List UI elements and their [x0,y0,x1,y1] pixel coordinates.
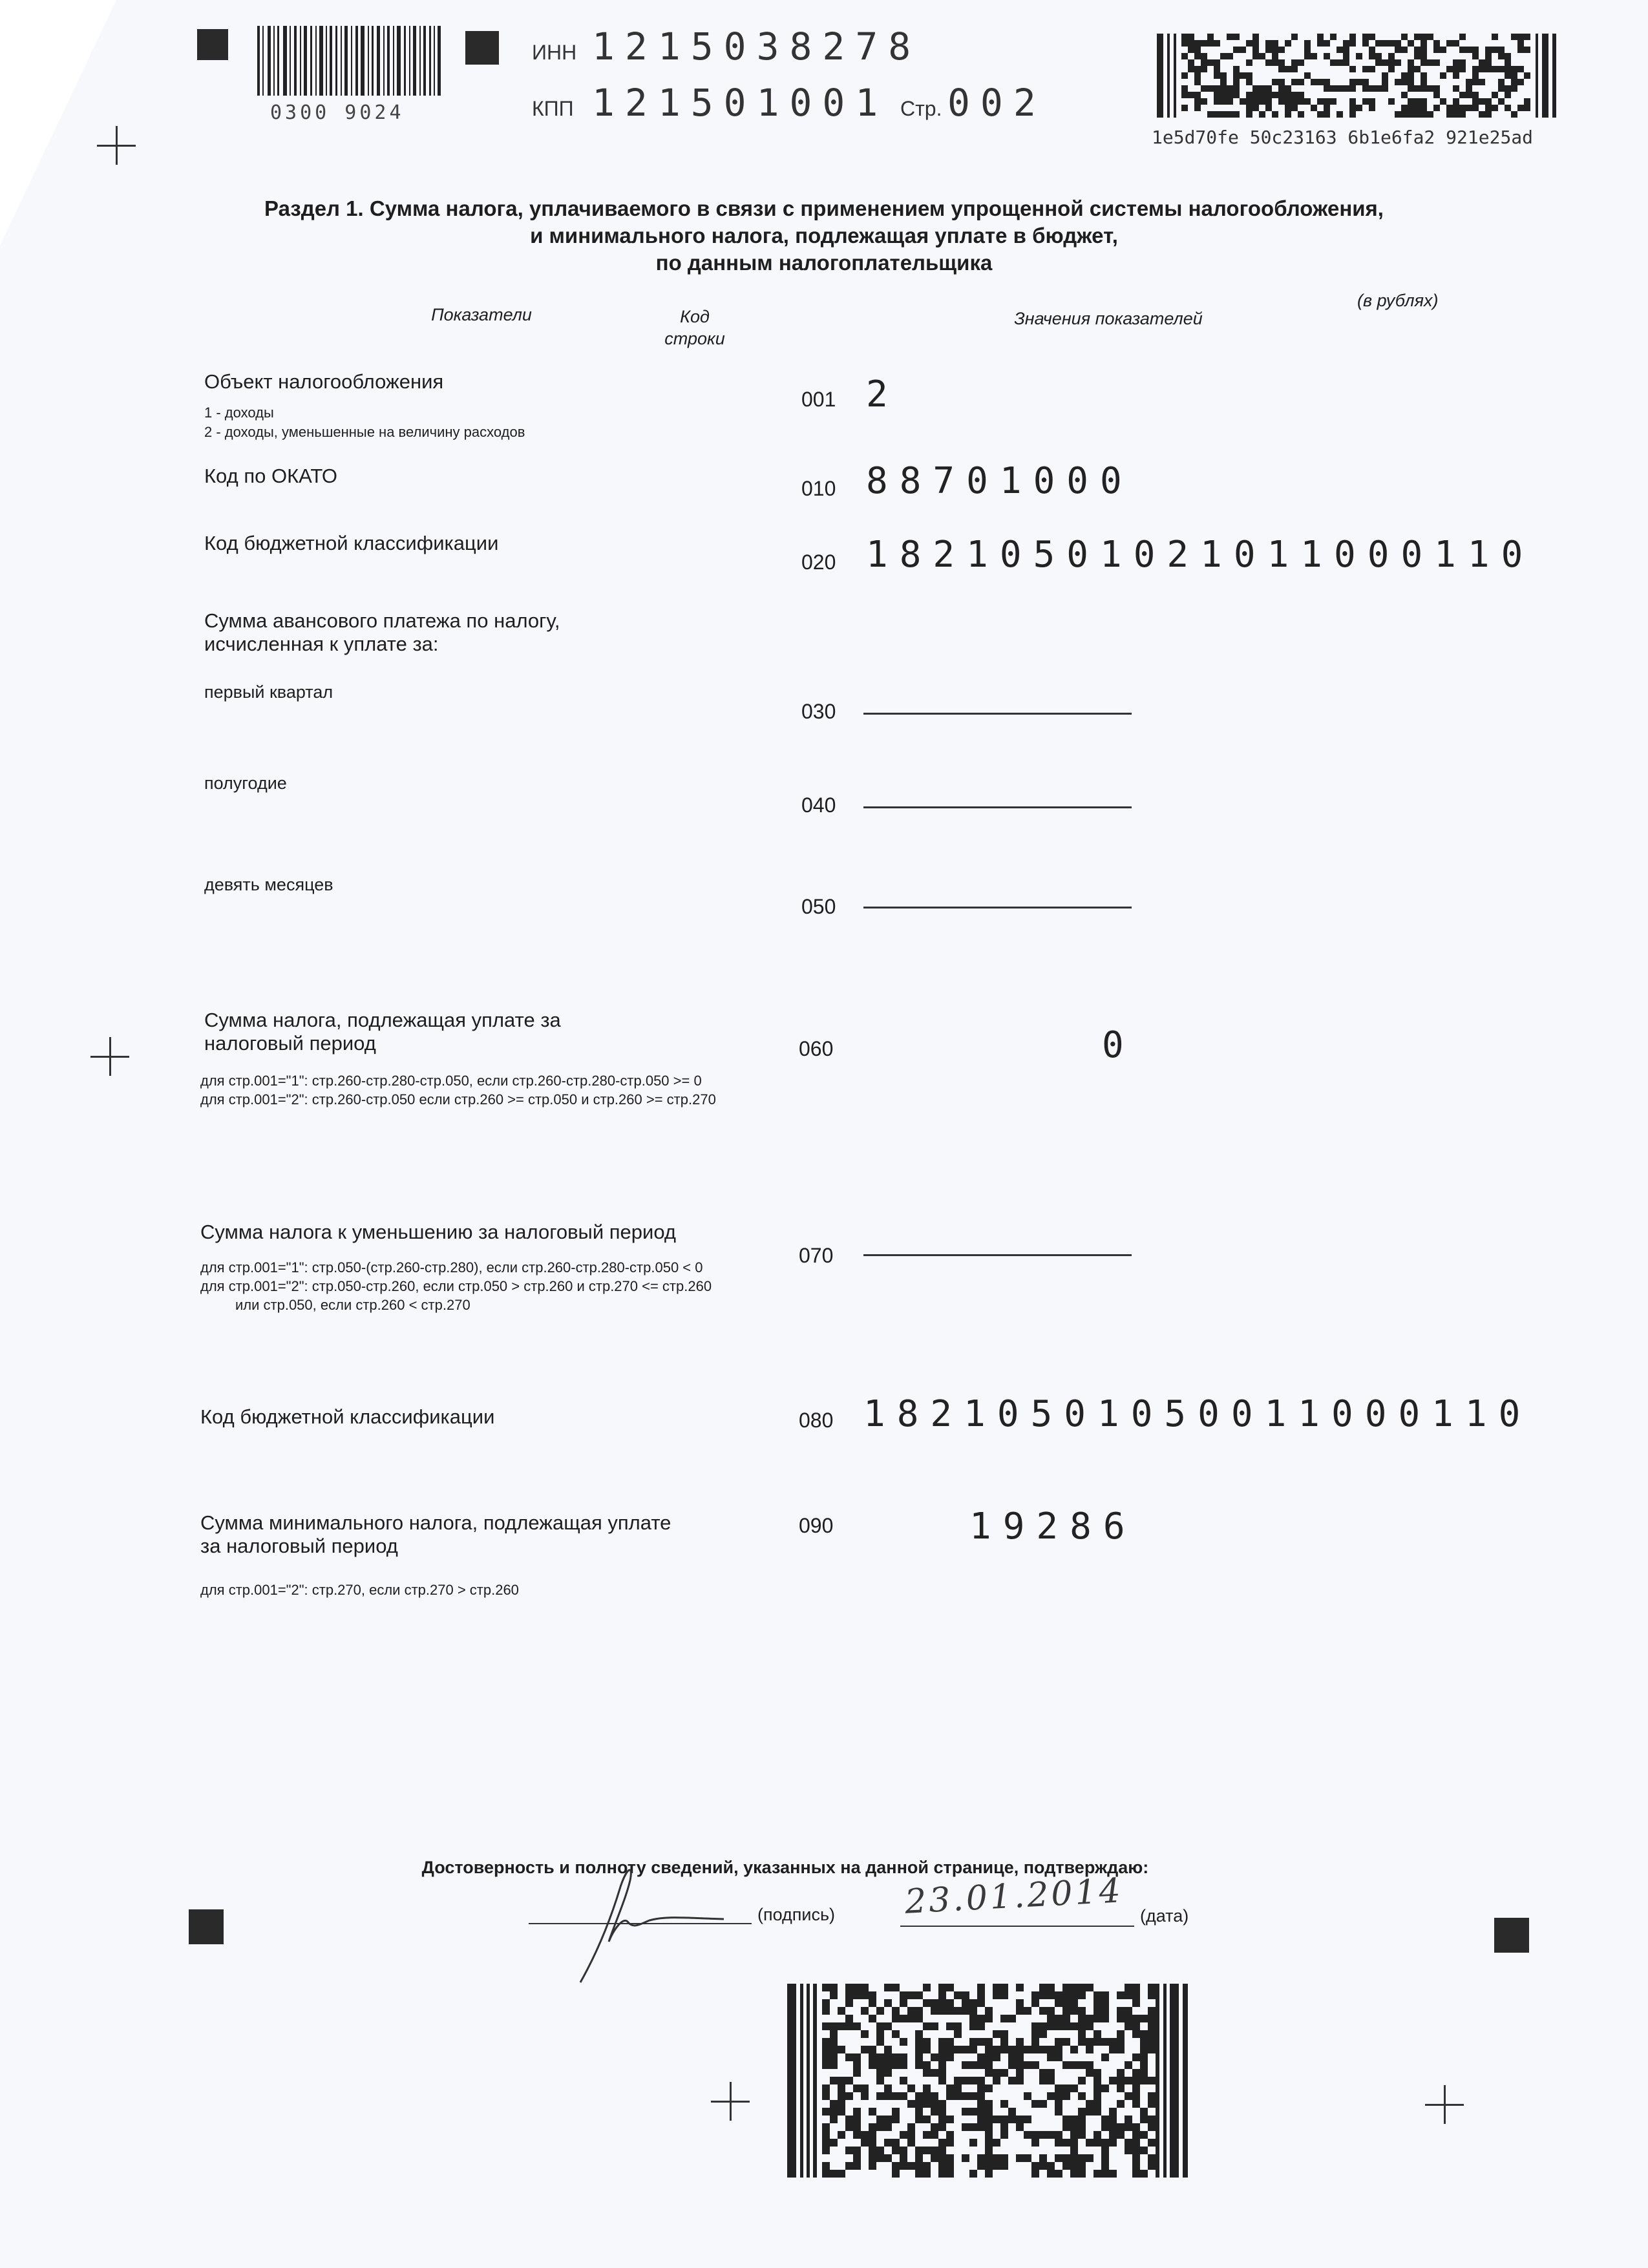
column-header-indicators: Показатели [431,305,532,324]
row-070-empty-value [863,1254,1132,1256]
row-001-label: Объект налогообложения [204,370,444,393]
signature-caption: (подпись) [757,1905,836,1924]
barcode-number: 0300 9024 [270,101,405,124]
row-050-empty-value [863,907,1132,908]
row-020-code: 020 [801,551,836,574]
row-001-code: 001 [801,388,836,411]
row-030-label: первый квартал [204,682,333,702]
crosshair-mark [1425,2085,1464,2124]
row-080-value: 18210501050011000110 [863,1393,1532,1435]
units-note: (в рублях) [1357,291,1439,310]
registration-mark [1494,1918,1529,1953]
row-090-label-2: за налоговый период [200,1535,398,1557]
inn-label: ИНН [532,41,577,64]
row-020-value: 18210501021011000110 [866,534,1535,576]
row-050-label: девять месяцев [204,875,333,894]
crosshair-mark [90,1037,129,1076]
pdf417-barcode [1157,34,1558,118]
column-header-values: Значения показателей [1014,309,1203,328]
row-090-label-1: Сумма минимального налога, подлежащая уплате [200,1511,671,1534]
section-title-line-2: и минимального налога, подлежащая уплате в бюджет, [530,224,1118,247]
section-title-line-1: Раздел 1. Сумма налога, уплачиваемого в связи с применением упрощенной системы налогообложения, [264,196,1384,220]
crosshair-mark [711,2082,750,2121]
crosshair-mark [97,126,136,165]
row-050-code: 050 [801,895,836,918]
row-010-code: 010 [801,477,836,500]
row-090-code: 090 [799,1514,834,1537]
row-080-code: 080 [799,1409,834,1432]
column-header-code-1: Код [680,307,710,326]
row-070-note-2: для стр.001="2": стр.050-стр.260, если стр.050 > стр.260 и стр.270 <= стр.260 [200,1278,712,1294]
registration-mark [197,29,228,60]
date-value: 23.01.2014 [903,1871,1125,1922]
advance-payment-label-1: Сумма авансового платежа по налогу, [204,609,560,632]
advance-payment-label-2: исчисленная к уплате за: [204,633,439,655]
registration-mark [465,31,499,65]
row-070-code: 070 [799,1244,834,1267]
document-hash: 1e5d70fe 50c23163 6b1e6fa2 921e25ad [1152,127,1534,148]
registration-mark [189,1909,224,1944]
column-header-code-2: строки [664,329,725,348]
row-070-note-1: для стр.001="1": стр.050-(стр.260-стр.280), если стр.260-стр.280-стр.050 < 0 [200,1259,703,1276]
kpp-value: 121501001 [592,81,889,125]
row-030-code: 030 [801,700,836,723]
kpp-label: КПП [532,97,574,120]
row-060-note-2: для стр.001="2": стр.260-стр.050 если стр.260 >= стр.050 и стр.260 >= стр.270 [200,1091,716,1108]
row-040-empty-value [863,806,1132,808]
date-caption: (дата) [1140,1906,1189,1926]
row-010-label: Код по ОКАТО [204,465,338,487]
page-number: 002 [947,81,1046,125]
row-090-value: 19286 [969,1506,1137,1548]
row-010-value: 88701000 [866,460,1134,502]
row-060-code: 060 [799,1037,834,1060]
row-001-note-1: 1 - доходы [204,404,274,421]
row-070-note-3: или стр.050, если стр.260 < стр.270 [235,1297,470,1313]
row-020-label: Код бюджетной классификации [204,532,499,554]
confirmation-statement: Достоверность и полноту сведений, указанных на данной странице, подтверждаю: [421,1858,1149,1877]
linear-barcode [257,26,441,100]
row-070-label: Сумма налога к уменьшению за налоговый период [200,1221,676,1243]
section-title-line-3: по данным налогоплательщика [655,251,993,275]
date-line [900,1926,1134,1927]
row-060-label-1: Сумма налога, подлежащая уплате за [204,1009,561,1031]
row-060-note-1: для стр.001="1": стр.260-стр.280-стр.050, если стр.260-стр.280-стр.050 >= 0 [200,1073,702,1089]
row-040-code: 040 [801,793,836,817]
row-090-note-1: для стр.001="2": стр.270, если стр.270 > стр.260 [200,1582,519,1598]
signature [569,1861,737,1984]
pdf417-barcode [787,1984,1191,2178]
row-001-note-2: 2 - доходы, уменьшенные на величину расходов [204,424,525,440]
row-060-value: 0 [1102,1024,1136,1066]
row-001-value: 2 [866,373,900,415]
row-060-label-2: налоговый период [204,1032,376,1055]
inn-value: 1215038278 [592,25,922,68]
row-080-label: Код бюджетной классификации [200,1405,495,1428]
row-040-label: полугодие [204,773,287,793]
row-030-empty-value [863,713,1132,715]
page-label: Стр. [900,97,942,120]
